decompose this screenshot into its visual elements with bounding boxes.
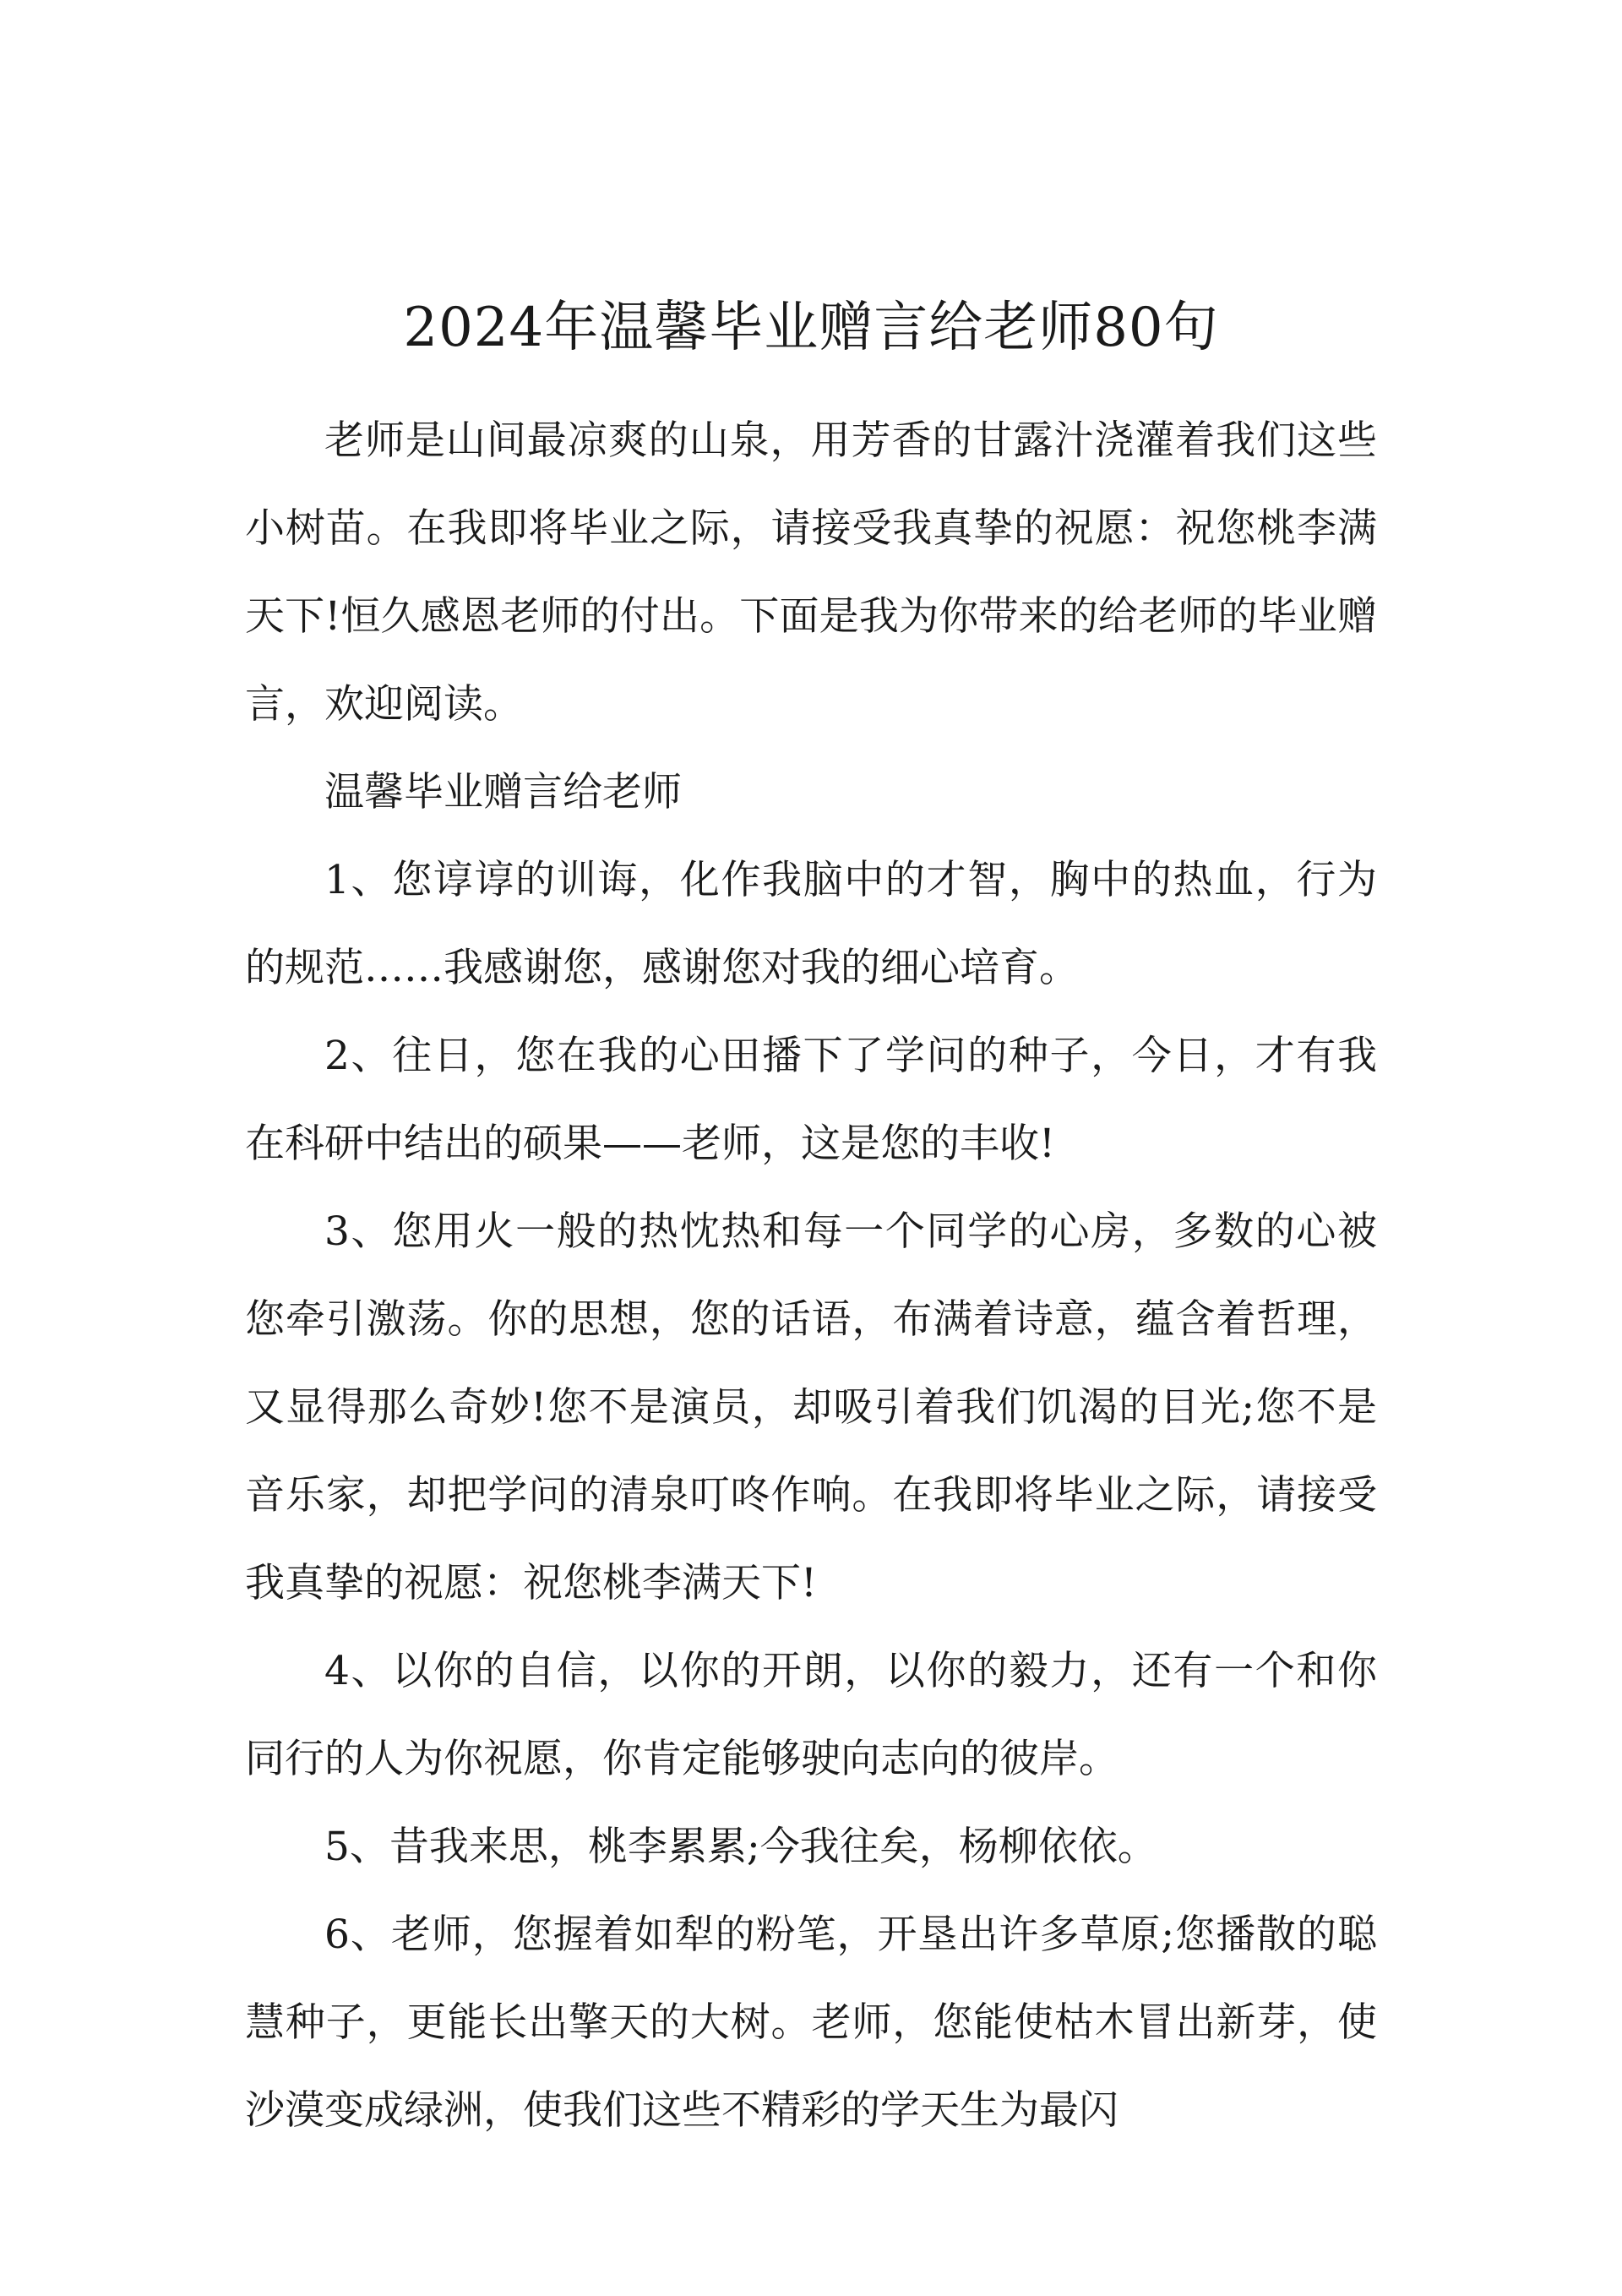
quote-item-4: 4、以你的自信，以你的开朗，以你的毅力，还有一个和你同行的人为你祝愿，你肯定能够驶向志向的彼岸。 (245, 1648, 1377, 1782)
quote-item-6: 6、老师，您握着如犁的粉笔，开垦出许多草原;您播散的聪慧种子，更能长出擎天的大树。老师，您能使枯木冒出新芽，使沙漠变成绿洲，使我们这些不精彩的学天生为最闪 (245, 1912, 1377, 2134)
document-title: 2024年温馨毕业赠言给老师80句 (403, 296, 1219, 359)
quote-item-2: 2、往日，您在我的心田播下了学问的种子，今日，才有我在科研中结出的硕果——老师，这是您的丰收! (245, 1033, 1377, 1167)
document-body (245, 397, 1377, 2155)
intro-paragraph: 老师是山间最凉爽的山泉，用芳香的甘露汁浇灌着我们这些小树苗。在我即将毕业之际，请接受我真挚的祝愿：祝您桃李满天下!恒久感恩老师的付出。下面是我为你带来的给老师的毕业赠言，欢迎阅读。 (245, 417, 1377, 728)
quote-item-5: 5、昔我来思，桃李累累;今我往矣，杨柳依依。 (324, 1824, 1157, 1870)
quote-item-1: 1、您谆谆的训诲，化作我脑中的才智，胸中的热血，行为的规范……我感谢您，感谢您对我的细心培育。 (245, 857, 1377, 991)
section-heading: 温馨毕业赠言给老师 (324, 769, 682, 815)
quote-item-3: 3、您用火一般的热忱热和每一个同学的心房，多数的心被您牵引激荡。你的思想，您的话语，布满着诗意，蕴含着哲理，又显得那么奇妙!您不是演员，却吸引着我们饥渴的目光;您不是音乐家，却把学问的清泉叮咚作响。在我即将毕业之际，请接受我真挚的祝愿：祝您桃李满天下! (245, 1208, 1377, 1606)
